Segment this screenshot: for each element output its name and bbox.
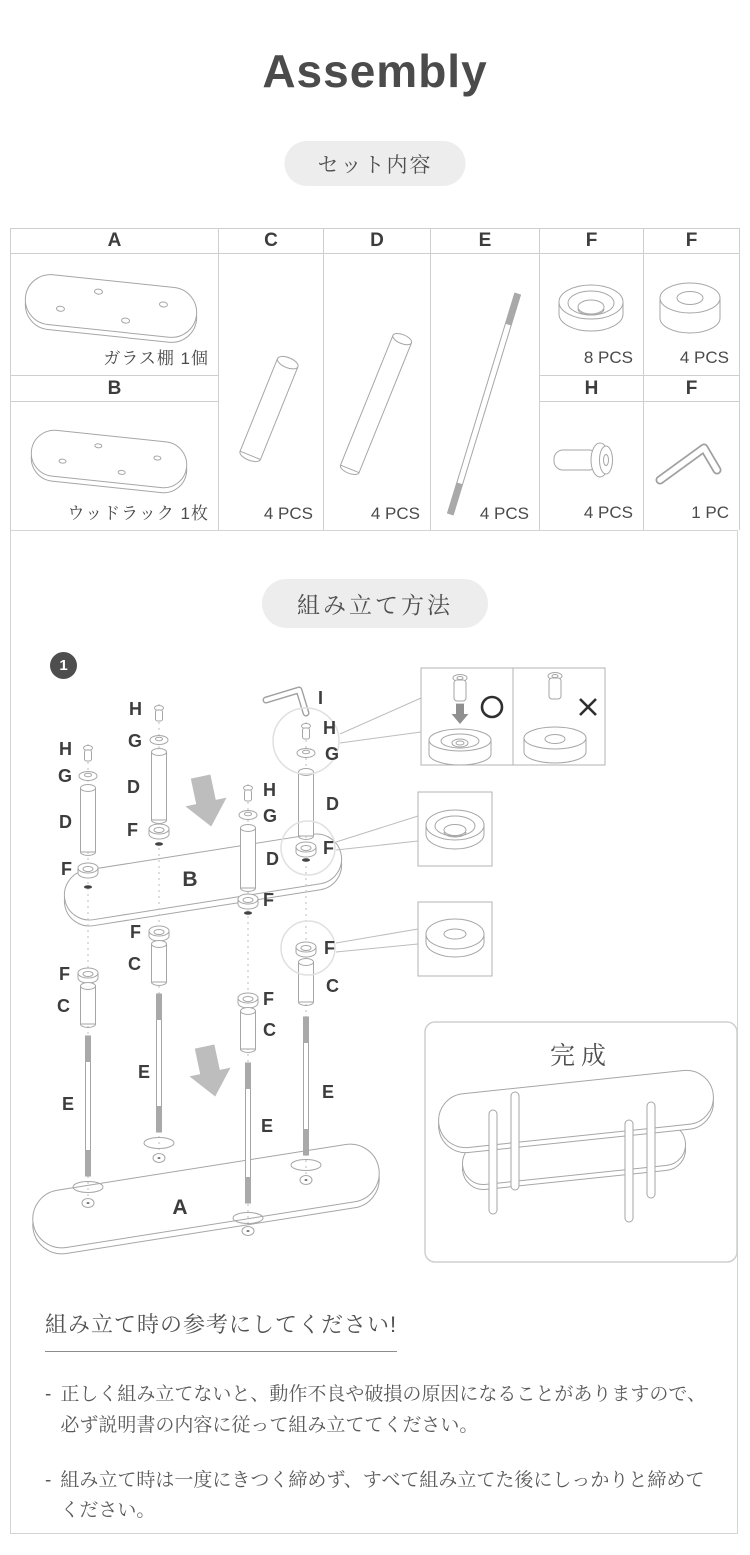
complete-label: 完成 (549, 1042, 613, 1070)
parts-table (10, 228, 740, 530)
svg-text:G: G (263, 806, 278, 826)
svg-text:F: F (130, 922, 141, 942)
callout-leader-lines (336, 698, 421, 952)
col-header-e (431, 229, 540, 254)
leg-col2-upper (149, 706, 169, 846)
leg-col1-upper (78, 746, 98, 889)
part-quantity: 4 PCS (370, 504, 420, 523)
svg-text:F: F (324, 938, 335, 958)
ring-washer-inset (418, 902, 492, 976)
part-cell-threaded-rod (431, 254, 540, 531)
svg-text:E: E (261, 1116, 274, 1136)
part-quantity: 1 PC (691, 503, 729, 522)
part-cell-long-pipe (324, 254, 431, 531)
svg-text:H: H (323, 718, 336, 738)
col-header-d (324, 229, 431, 254)
part-quantity: 4 PCS (479, 504, 529, 523)
part-quantity: 4 PCS (583, 503, 633, 522)
part-quantity: 4 PCS (679, 348, 729, 367)
leg-col1-lower (73, 968, 103, 1208)
header-label: F (685, 377, 698, 399)
leg-col3-upper (238, 786, 258, 915)
header-label: C (264, 230, 278, 251)
col-header-f3 (644, 376, 739, 402)
screw-direction-inset (421, 668, 605, 765)
part-cell-bolt (540, 402, 644, 530)
header-label: F (685, 230, 698, 251)
long-pipe-drawing (324, 254, 429, 529)
completed-view-box (425, 1022, 737, 1262)
down-arrow-icon (180, 772, 236, 1101)
svg-text:H: H (129, 699, 142, 719)
note-text: 正しく組み立てないと、動作不良や破損の原因になることがありますので、必ず説明書の内容に従って組み立ててください。 (60, 1384, 706, 1436)
svg-text:I: I (318, 688, 324, 708)
header-label: H (584, 377, 599, 399)
leg-col4-upper (266, 690, 316, 862)
col-header-a (11, 229, 219, 254)
cup-washer-inset (418, 792, 492, 866)
svg-text:F: F (59, 964, 70, 984)
col-header-f2 (644, 229, 739, 254)
note-bullet: - (45, 1469, 52, 1491)
board-a (29, 1140, 384, 1258)
col-header-c (219, 229, 324, 254)
svg-text:A: A (172, 1196, 188, 1219)
svg-text:B: B (182, 868, 198, 891)
svg-text:D: D (326, 794, 339, 814)
exploded-assembly-diagram (10, 640, 740, 1290)
svg-text:D: D (59, 812, 72, 832)
svg-text:F: F (127, 820, 138, 840)
note-item (45, 1380, 709, 1442)
step-number-badge: 1 (50, 652, 77, 679)
svg-text:C: C (57, 996, 70, 1016)
assembly-method-badge: 組み立て方法 (262, 579, 488, 628)
svg-text:C: C (263, 1020, 276, 1040)
svg-text:G: G (57, 766, 72, 786)
svg-text:F: F (263, 890, 274, 910)
svg-text:F: F (61, 859, 72, 879)
header-label: E (478, 230, 492, 251)
svg-text:H: H (59, 739, 72, 759)
svg-text:G: G (127, 731, 142, 751)
leg-col4-lower (291, 942, 321, 1185)
assembly-notes (45, 1308, 709, 1527)
part-caption: ガラス棚 1個 (103, 349, 209, 368)
svg-text:C: C (128, 954, 141, 974)
col-header-f1 (540, 229, 644, 254)
svg-text:C: C (326, 976, 339, 996)
leg-col2-lower (144, 926, 174, 1163)
svg-text:F: F (263, 989, 274, 1009)
part-caption: ウッドラック 1枚 (67, 504, 209, 523)
note-item (45, 1466, 709, 1528)
svg-text:D: D (266, 849, 279, 869)
svg-text:D: D (127, 777, 140, 797)
part-cell-hex-key (644, 402, 739, 530)
svg-text:E: E (322, 1082, 335, 1102)
svg-text:E: E (137, 1062, 150, 1082)
part-quantity: 8 PCS (583, 348, 633, 367)
header-label: F (585, 230, 598, 251)
part-quantity: 4 PCS (263, 504, 313, 523)
note-bullet: - (45, 1384, 52, 1405)
notes-heading: 組み立て時の参考にしてください! (45, 1308, 397, 1352)
part-cell-short-pipe (219, 254, 324, 531)
header-label: D (370, 230, 384, 251)
part-cell-glass-shelf (11, 254, 219, 376)
part-cell-wood-rack (11, 402, 219, 530)
col-header-h (540, 376, 644, 402)
part-cell-cup-washer (540, 254, 644, 376)
note-text: 組み立て時は一度にきつく締めず、すべて組み立てた後にしっかりと締めてください。 (60, 1469, 705, 1522)
short-pipe-drawing (219, 254, 322, 529)
svg-text:H: H (263, 780, 276, 800)
svg-text:G: G (325, 744, 340, 764)
col-header-b (11, 376, 219, 402)
page-title: Assembly (262, 45, 488, 97)
header-label: B (107, 377, 122, 399)
svg-text:E: E (61, 1094, 74, 1114)
set-contents-badge: セット内容 (285, 141, 466, 186)
svg-text:F: F (323, 838, 334, 858)
part-cell-spacer-ring (644, 254, 739, 376)
threaded-rod-drawing (431, 254, 538, 529)
header-label: A (107, 230, 122, 251)
